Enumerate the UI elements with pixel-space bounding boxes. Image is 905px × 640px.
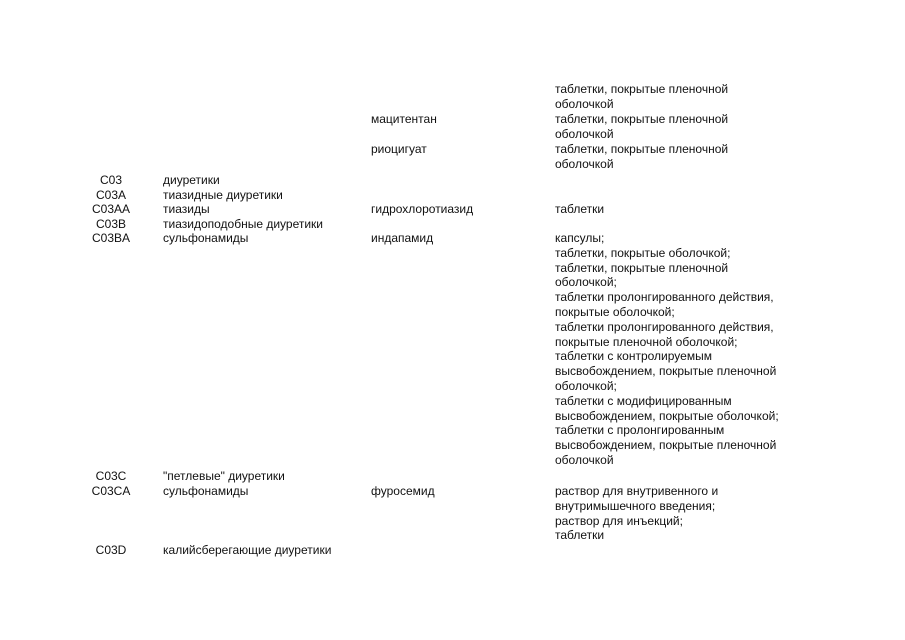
dosage-form-line: таблетки xyxy=(555,528,605,543)
dosage-form-line: таблетки, покрытые пленочной xyxy=(555,260,729,275)
dosage-form-line: оболочкой; xyxy=(555,378,617,393)
drug-name: индапамид xyxy=(371,231,434,245)
dosage-form-line: оболочкой xyxy=(555,96,614,111)
dosage-form-line: внутримышечного введения; xyxy=(555,498,716,513)
group-name: сульфонамиды xyxy=(163,484,249,498)
dosage-form-line: таблетки, покрытые пленочной xyxy=(555,82,729,96)
atc-code: C03BA xyxy=(91,231,131,245)
drug-name: гидрохлоротиазид xyxy=(371,202,474,216)
dosage-form-line: покрытые оболочкой; xyxy=(555,304,675,319)
dosage-form-line: высвобождением, покрытые пленочной xyxy=(555,438,777,453)
dosage-form-line: покрытые пленочной оболочкой; xyxy=(555,334,738,349)
atc-code: C03AA xyxy=(91,202,131,216)
group-name: тиазидоподобные диуретики xyxy=(163,217,324,231)
dosage-forms xyxy=(555,202,604,217)
dosage-form-line: оболочкой xyxy=(555,156,614,171)
drug-name: фуросемид xyxy=(371,484,435,498)
dosage-forms xyxy=(555,484,718,543)
drug-name: мацитентан xyxy=(371,112,437,126)
dosage-form-line: оболочкой; xyxy=(555,275,617,290)
dosage-form-line: таблетки с контролируемым xyxy=(555,349,712,364)
dosage-form-line: таблетки, покрытые пленочной xyxy=(555,142,729,156)
drug-name: риоцигуат xyxy=(371,142,427,156)
dosage-form-line: таблетки, покрытые оболочкой; xyxy=(555,245,731,260)
group-name: тиазидные диуретики xyxy=(163,188,283,202)
group-name: сульфонамиды xyxy=(163,231,249,245)
dosage-forms xyxy=(555,142,728,172)
dosage-form-line: оболочкой xyxy=(555,452,614,467)
group-name: "петлевые" диуретики xyxy=(163,469,285,483)
atc-code: C03 xyxy=(99,173,122,187)
dosage-forms xyxy=(555,231,779,468)
dosage-form-line: раствор для инъекций; xyxy=(555,513,683,528)
dosage-form-line: раствор для внутривенного и xyxy=(555,484,719,498)
atc-code: C03CA xyxy=(91,484,131,498)
dosage-form-line: таблетки, покрытые пленочной xyxy=(555,112,729,126)
atc-code: C03C xyxy=(95,469,127,483)
dosage-form-line: оболочкой xyxy=(555,126,614,141)
dosage-form-line: таблетки с пролонгированным xyxy=(555,423,725,438)
atc-code: C03A xyxy=(95,188,127,202)
atc-code: C03B xyxy=(95,217,127,231)
dosage-form-line: таблетки пролонгированного действия, xyxy=(555,319,774,334)
dosage-form-line: высвобождением, покрытые пленочной xyxy=(555,364,777,379)
dosage-forms xyxy=(555,112,728,142)
group-name: диуретики xyxy=(163,173,220,187)
group-name: калийсберегающие диуретики xyxy=(163,543,332,557)
dosage-forms xyxy=(555,82,728,112)
group-name: тиазиды xyxy=(163,202,210,216)
atc-code: C03D xyxy=(95,543,127,557)
dosage-form-line: высвобождением, покрытые оболочкой; xyxy=(555,408,779,423)
dosage-form-line: капсулы; xyxy=(555,231,605,245)
dosage-form-line: таблетки с модифицированным xyxy=(555,393,732,408)
dosage-form-line: таблетки xyxy=(555,202,605,216)
dosage-form-line: таблетки пролонгированного действия, xyxy=(555,290,774,305)
